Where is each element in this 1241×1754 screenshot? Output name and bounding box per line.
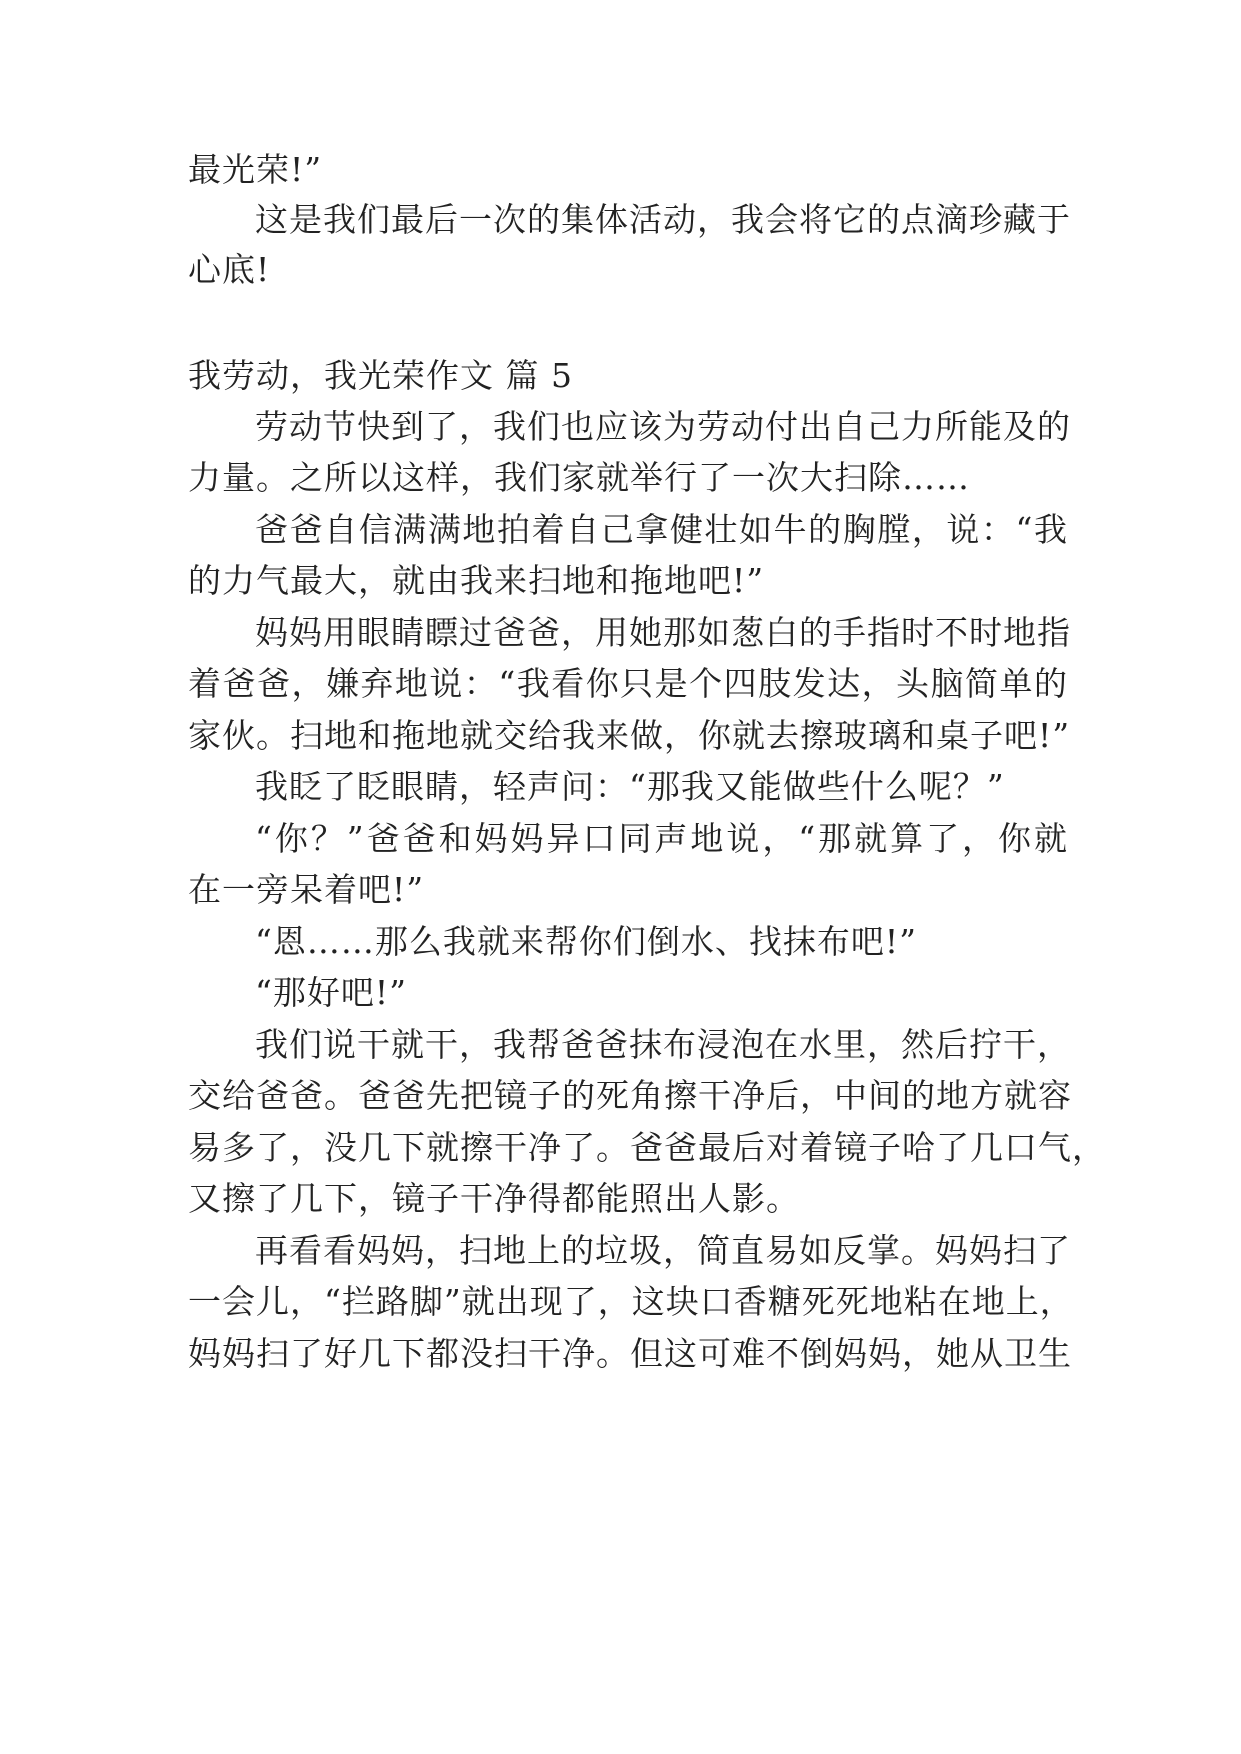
section-heading: 我劳动，我光荣作文 篇 5 [188,356,573,395]
text-line: 着爸爸，嫌弃地说：“我看你只是个四肢发达，头脑简单的 [188,664,1068,703]
text-line: 我们说干就干，我帮爸爸抹布浸泡在水里，然后拧干， [255,1025,1071,1064]
text-line: “你？”爸爸和妈妈异口同声地说，“那就算了，你就 [255,819,1068,858]
text-line: 交给爸爸。爸爸先把镜子的死角擦干净后，中间的地方就容 [188,1076,1072,1115]
text-line: 在一旁呆着吧!” [188,870,425,909]
text-line: 妈妈用眼睛瞟过爸爸，用她那如葱白的手指时不时地指 [255,613,1071,652]
text-line: 最光荣!” [188,150,323,189]
text-line: “那好吧!” [255,973,408,1012]
text-line: 妈妈扫了好几下都没扫干净。但这可难不倒妈妈，她从卫生 [188,1334,1072,1373]
text-line: 又擦了几下，镜子干净得都能照出人影。 [188,1179,800,1218]
text-line: 力量。之所以这样，我们家就举行了一次大扫除…… [188,458,970,497]
text-line: 心底! [188,250,271,289]
text-line: 的力气最大，就由我来扫地和拖地吧!” [188,561,765,600]
text-line: 再看看妈妈，扫地上的垃圾，简直易如反掌。妈妈扫了 [255,1231,1071,1270]
text-line: 家伙。扫地和拖地就交给我来做，你就去擦玻璃和桌子吧!” [188,716,1071,755]
text-line: 易多了，没几下就擦干净了。爸爸最后对着镜子哈了几口气， [188,1128,1106,1167]
text-line: 爸爸自信满满地拍着自己拿健壮如牛的胸膛，说：“我 [255,510,1068,549]
text-line: 一会儿，“拦路脚”就出现了，这块口香糖死死地粘在地上， [188,1282,1074,1321]
text-line: 我眨了眨眼睛，轻声问：“那我又能做些什么呢？” [255,767,1005,806]
text-line: 这是我们最后一次的集体活动，我会将它的点滴珍藏于 [255,200,1071,239]
text-line: “恩……那么我就来帮你们倒水、找抹布吧!” [255,922,918,961]
text-line: 劳动节快到了，我们也应该为劳动付出自己力所能及的 [255,407,1071,446]
